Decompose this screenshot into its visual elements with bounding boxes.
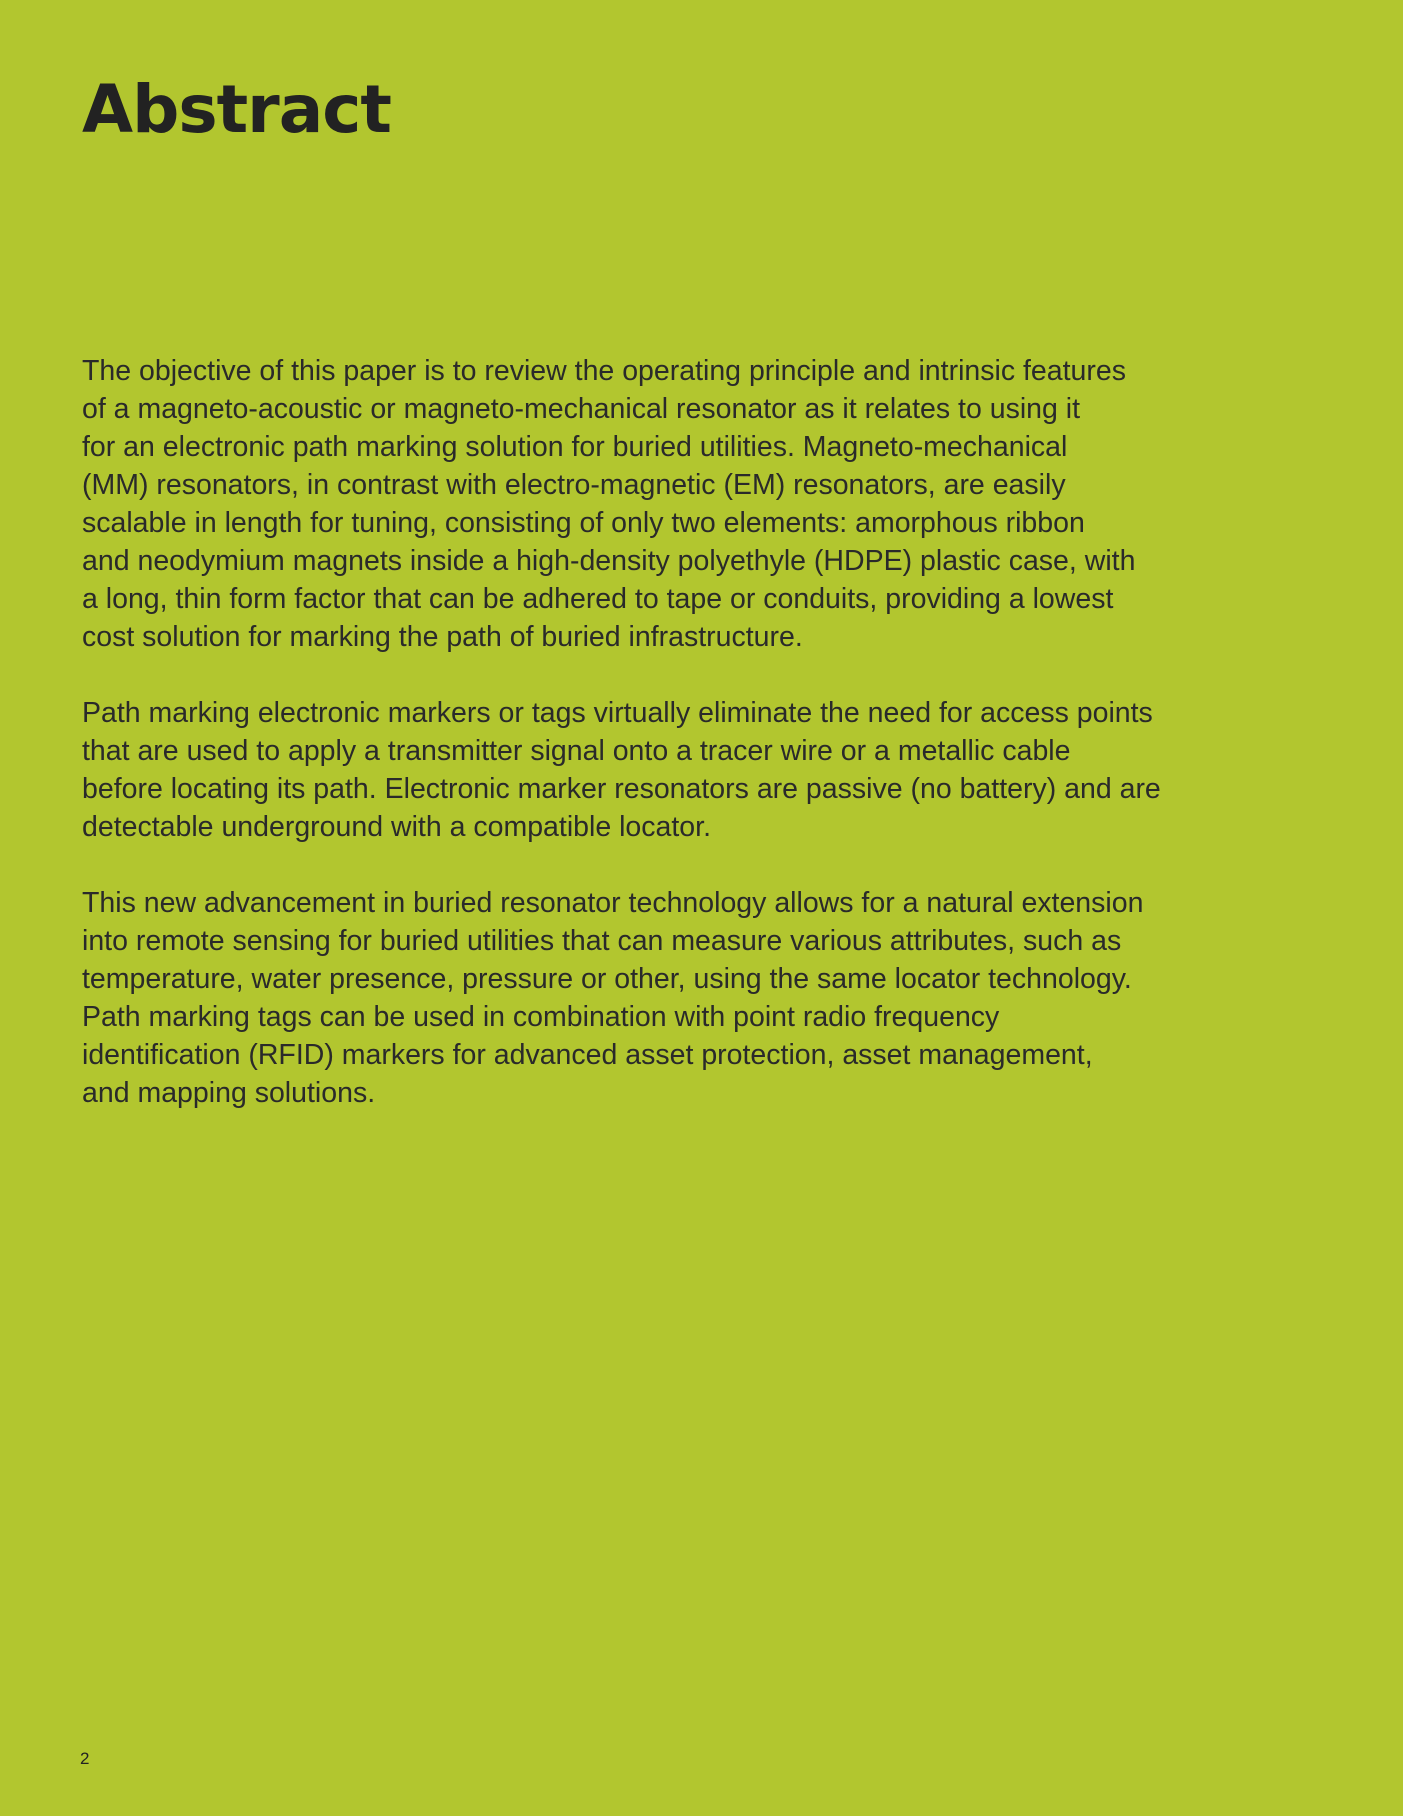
paragraph-2-line-1: Path marking electronic markers or tags virtually eliminate the need for access points (82, 697, 1153, 729)
abstract-paragraph-2 (82, 694, 1282, 846)
paragraph-3-line-5: identification (RFID) markers for advanced asset protection, asset management, (82, 1039, 1093, 1071)
paragraph-1-line-4: (MM) resonators, in contrast with electro-magnetic (EM) resonators, are easily (82, 469, 1066, 501)
paragraph-1-line-5: scalable in length for tuning, consisting of only two elements: amorphous ribbon (82, 507, 1085, 539)
paragraph-3-line-2: into remote sensing for buried utilities that can measure various attributes, such as (82, 925, 1122, 957)
paragraph-2-line-3: before locating its path. Electronic marker resonators are passive (no battery) and are (82, 773, 1161, 805)
paragraph-1-line-8: cost solution for marking the path of buried infrastructure. (82, 621, 803, 653)
page-title: Abstract (82, 71, 391, 148)
paragraph-3-line-1: This new advancement in buried resonator technology allows for a natural extension (82, 887, 1144, 919)
paragraph-3-line-3: temperature, water presence, pressure or other, using the same locator technology. (82, 963, 1132, 995)
page-number: 2 (80, 1749, 90, 1768)
paragraph-3-line-4: Path marking tags can be used in combination with point radio frequency (82, 1001, 1000, 1033)
paragraph-1-line-6: and neodymium magnets inside a high-density polyethyle (HDPE) plastic case, with (82, 545, 1136, 577)
paragraph-1-line-3: for an electronic path marking solution for buried utilities. Magneto-mechanical (82, 431, 1068, 463)
paragraph-2-line-4: detectable underground with a compatible locator. (82, 811, 711, 843)
paragraph-1-line-7: a long, thin form factor that can be adhered to tape or conduits, providing a lowest (82, 583, 1114, 615)
abstract-body (82, 352, 1282, 1150)
abstract-paragraph-3 (82, 884, 1282, 1112)
paragraph-3-line-6: and mapping solutions. (82, 1077, 376, 1109)
paragraph-1-line-1: The objective of this paper is to review the operating principle and intrinsic features (82, 355, 1126, 387)
paragraph-1-line-2: of a magneto-acoustic or magneto-mechanical resonator as it relates to using it (82, 393, 1081, 425)
paragraph-2-line-2: that are used to apply a transmitter signal onto a tracer wire or a metallic cable (82, 735, 1071, 767)
abstract-paragraph-1 (82, 352, 1282, 656)
